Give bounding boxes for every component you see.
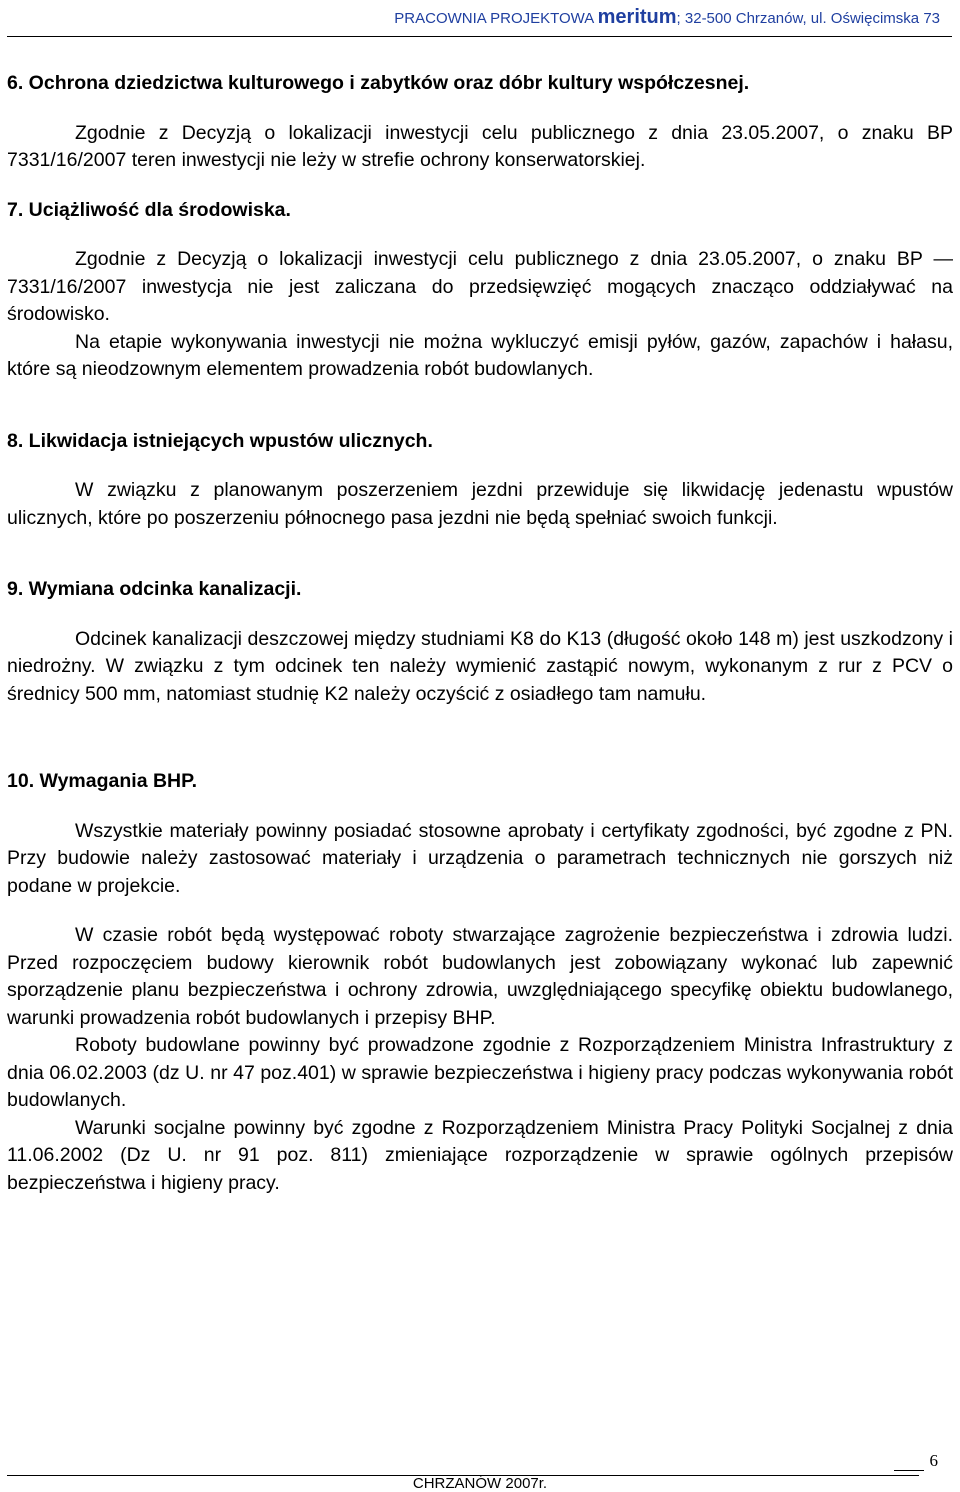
section-6-heading: 6. Ochrona dziedzictwa kulturowego i zabytków oraz dóbr kultury współczesnej. (7, 72, 750, 94)
section-7-paragraph-1: Zgodnie z Decyzją o lokalizacji inwestycji celu publicznego z dnia 23.05.2007, o znaku BP — 7331/16/2007 inwestycja nie jest zaliczana do przedsięwzięć mogących znacząco oddziaływać na środowisko. (7, 248, 953, 325)
header-prefix: PRACOWNIA PROJEKTOWA (394, 10, 598, 27)
section-10-paragraph-1: Wszystkie materiały powinny posiadać stosowne aprobaty i certyfikaty zgodności, być zgodne z PN. Przy budowie należy zastosować materiały i urządzenia o parametrach technicznych nie gorszych niż podane w projekcie. (7, 819, 953, 897)
header-divider (7, 36, 952, 37)
section-8-paragraph-1: W związku z planowanym poszerzeniem jezdni przewiduje się likwidację jedenastu wpustów ulicznych, które po poszerzeniu północnego pasa jezdni nie będą spełniać swoich funkcji. (7, 479, 953, 529)
document-body (7, 70, 953, 1197)
section-7-paragraph-2: Na etapie wykonywania inwestycji nie można wykluczyć emisji pyłów, gazów, zapachów i hałasu, które są nieodzownym elementem prowadzenia robót budowlanych. (7, 330, 953, 380)
section-9-paragraph-1: Odcinek kanalizacji deszczowej między studniami K8 do K13 (długość około 148 m) jest uszkodzony i niedrożny. W związku z tym odcinek ten należy wymienić zastąpić nowym, wykonanym z rur z PCV o średnicy 500 mm, natomiast studnię K2 należy oczyścić z osiadłego tam namułu. (7, 627, 953, 705)
section-10-paragraph-4: Warunki socjalne powinny być zgodne z Rozporządzeniem Ministra Pracy Polityki Socjalnej z dnia 11.06.2002 (Dz U. nr 91 poz. 811) zmieniające rozporządzenie w sprawie ogólnych przepisów bezpieczeństwa i higieny pracy. (7, 1116, 953, 1194)
section-9-heading: 9. Wymiana odcinka kanalizacji. (7, 578, 302, 600)
footer-text: CHRZANÓW 2007r. (412, 1475, 548, 1492)
header-address: ; 32-500 Chrzanów, ul. Oświęcimska 73 (676, 10, 940, 27)
page-number: 6 (929, 1451, 938, 1470)
section-10-heading: 10. Wymagania BHP. (7, 770, 198, 792)
section-7-heading: 7. Uciążliwość dla środowiska. (7, 198, 291, 221)
section-8-heading: 8. Likwidacja istniejących wpustów ulicznych. (7, 429, 433, 452)
section-10-paragraph-3: Roboty budowlane powinny być prowadzone zgodnie z Rozporządzeniem Ministra Infrastruktury z dnia 06.02.2003 (dz U. nr 47 poz.401) w sprawie bezpieczeństwa i higieny pracy podczas wykonywania robót budowlanych. (7, 1034, 953, 1111)
page-header (394, 6, 940, 29)
page-number-underline (894, 1470, 924, 1471)
header-brand: meritum (597, 6, 677, 28)
section-10-paragraph-2: W czasie robót będą występować roboty stwarzające zagrożenie bezpieczeństwa i zdrowia ludzi. Przed rozpoczęciem budowy kierownik robót budowlanych jest zobowiązany wykonać lub zapewnić sporządzenie planu bezpieczeństwa i ochrony zdrowia, uwzględniającego specyfikę obiektu budowlanego, warunki prowadzenia robót budowlanych i przepisy BHP. (7, 924, 953, 1029)
section-6-paragraph-1: Zgodnie z Decyzją o lokalizacji inwestycji celu publicznego z dnia 23.05.2007, o znaku BP 7331/16/2007 teren inwestycji nie leży w strefie ochrony konserwatorskiej. (7, 121, 953, 171)
